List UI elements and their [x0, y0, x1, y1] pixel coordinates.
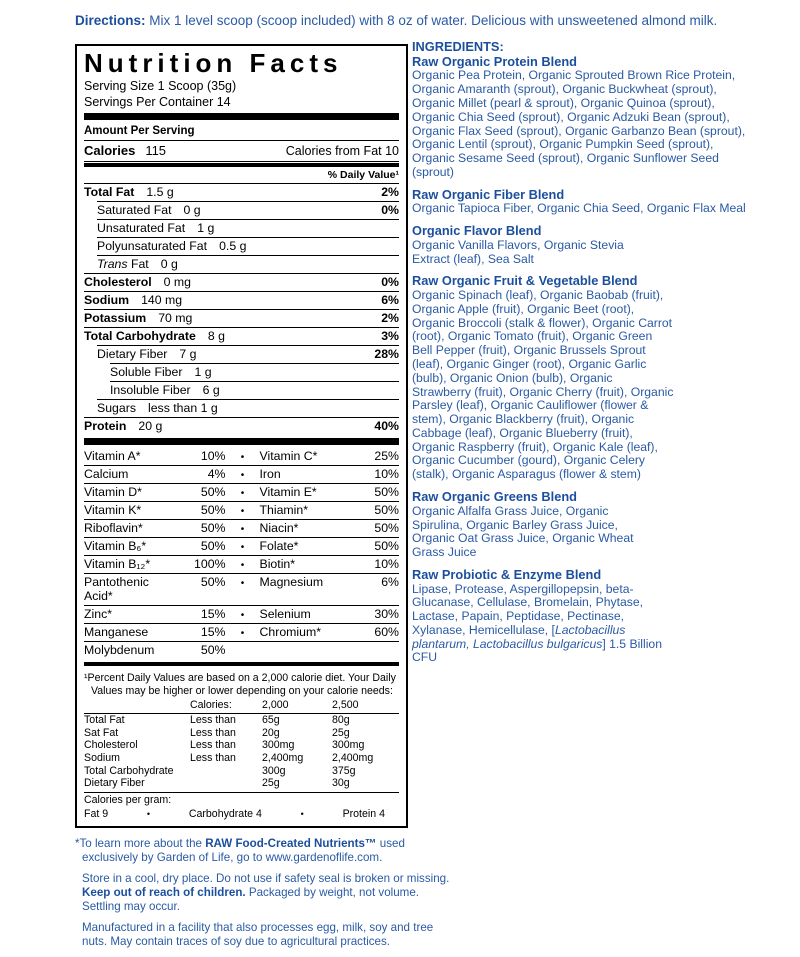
blend-fruit-vegetable: Raw Organic Fruit & Vegetable Blend Organic Spinach (leaf), Organic Baobab (fruit), Organic Apple (fruit), Organic Beet (root), Organic Broccoli (stalk & flower), Organic Carrot (root), Organic Tomato (fruit), Organic Green Bell Pepper (fruit), Organic Brussels Sprout (leaf), Organic Ginger (root), Organic Garlic (bulb), Organic Onion (bulb), Organic Strawberry (fruit), Organic Cherry (fruit), Organic Parsley (leaf), Organic Cauliflower (flower & stem), Organic Blackberry (fruit), Organic Cabbage (leaf), Organic Blueberry (fruit), Organic Raspberry (fruit), Organic Kale (leaf), Organic Cucumber (gourd), Organic Celery (stalk), Organic Asparagus (flower & stem) — [412, 273, 674, 482]
thick-divider — [84, 438, 399, 445]
nutrient-row-insoluble-fiber: Insoluble Fiber 6 g — [110, 381, 399, 399]
vitamin-row: Manganese 15% • Chromium* 60% — [84, 623, 399, 641]
vitamin-row: Vitamin B₁₂* 100% • Biotin* 10% — [84, 555, 399, 573]
calories-row — [84, 141, 399, 162]
calories-value: 115 — [145, 142, 167, 158]
bullet-separator: • — [240, 610, 245, 622]
blend-probiotic-enzyme: Raw Probiotic & Enzyme Blend Lipase, Protease, Aspergillopepsin, beta-Glucanase, Cellulase, Bromelain, Phytase, Lactase, Papain, Peptidase, Pectinase, Xylanase, Hemicellulase, [Lactobacillus plantarum, Lactobacillus bulgaricus] 1.5 Billion CFU — [412, 566, 662, 665]
thick-divider — [84, 113, 399, 120]
cpg-carbohydrate: Carbohydrate 4 — [188, 807, 262, 820]
blend-protein: Raw Organic Protein Blend Organic Pea Protein, Organic Sprouted Brown Rice Protein, Organic Amaranth (sprout), Organic Buckwheat (sprout), Organic Millet (pearl & sprout), Organic Quinoa (sprout), Organic Chia Seed (sprout), Organic Adzuki Bean (sprout), Organic Flax Seed (sprout), Organic Garbanzo Bean (sprout), Organic Lentil (sprout), Organic Pumpkin Seed (sprout), Organic Sesame Seed (sprout), Organic Sunflower Seed (sprout) — [412, 53, 746, 179]
servings-per-container: Servings Per Container 14 — [84, 94, 231, 109]
nutrient-row-sugars: Sugars less than 1 g — [97, 399, 399, 417]
ingredients-title: INGREDIENTS: — [412, 39, 504, 54]
vitamin-row-molybdenum: Molybdenum 50% — [84, 641, 399, 659]
directions-text: Mix 1 level scoop (scoop included) with 8 oz of water. Delicious with unsweetened almond milk. — [145, 13, 718, 28]
dv-table-row: Dietary Fiber 25g 30g — [84, 777, 350, 790]
nutrient-row-polyunsaturated-fat: Polyunsaturated Fat 0.5 g — [97, 237, 399, 255]
bullet-separator: • — [240, 452, 245, 464]
vitamin-row: Calcium 4% • Iron 10% — [84, 465, 399, 483]
calories-per-gram-values — [84, 807, 399, 822]
bullet-separator: • — [240, 578, 245, 590]
storage-note: Store in a cool, dry place. Do not use if safety seal is broken or missing. Keep out of reach of children. Packaged by weight, not volume. Settling may occur. — [82, 871, 450, 914]
vitamin-row: Pantothenic Acid* 50% • Magnesium 6% — [84, 573, 399, 605]
bullet-separator: • — [240, 628, 245, 640]
bullet-separator: • — [146, 808, 151, 819]
vitamin-row: Vitamin A* 10% • Vitamin C* 25% — [84, 449, 399, 464]
nutrient-row-total-carbohydrate: Total Carbohydrate 8 g 3% — [84, 327, 399, 345]
dv-table-row: Sat Fat Less than 20g 25g — [84, 726, 350, 739]
vitamin-row: Riboflavin* 50% • Niacin* 50% — [84, 519, 399, 537]
nutrition-facts-panel — [75, 44, 408, 828]
bullet-separator: • — [240, 506, 245, 518]
footnotes — [75, 837, 453, 950]
directions-line — [75, 13, 765, 29]
daily-values-footnote: ¹Percent Daily Values are based on a 2,000 calorie diet. Your Daily Values may be higher or lower depending on your calorie needs: — [84, 671, 396, 697]
amount-per-serving: Amount Per Serving — [84, 123, 399, 141]
nutrient-row-soluble-fiber: Soluble Fiber 1 g — [110, 363, 399, 381]
vitamin-row: Vitamin D* 50% • Vitamin E* 50% — [84, 483, 399, 501]
bullet-separator: • — [240, 524, 245, 536]
blend-fiber: Raw Organic Fiber Blend Organic Tapioca Fiber, Organic Chia Seed, Organic Flax Meal — [412, 186, 746, 216]
nutrient-row-sodium: Sodium 140 mg 6% — [84, 291, 399, 309]
vitamin-row: Vitamin K* 50% • Thiamin* 50% — [84, 501, 399, 519]
dv-table-header: Calories: 2,000 2,500 — [84, 699, 399, 714]
left-column — [75, 44, 450, 957]
bullet-separator: • — [240, 542, 245, 554]
dv-table-row: Total Carbohydrate 300g 375g — [84, 764, 356, 777]
nutrient-row-dietary-fiber: Dietary Fiber 7 g 28% — [97, 345, 399, 363]
serving-size: Serving Size 1 Scoop (35g) — [84, 79, 237, 94]
ingredients-column — [412, 40, 750, 673]
nutrient-row-unsaturated-fat: Unsaturated Fat 1 g — [97, 219, 399, 237]
bullet-separator: • — [240, 470, 245, 482]
allergen-note: Manufactured in a facility that also processes egg, milk, soy and tree nuts. May contain traces of soy due to agricultural practices. — [82, 921, 434, 949]
calories-per-gram-label: Calories per gram: — [84, 792, 399, 807]
bullet-separator: • — [240, 488, 245, 500]
bullet-separator: • — [240, 560, 245, 572]
nutrient-row-protein: Protein 20 g 40% — [84, 417, 399, 435]
calories-label: Calories — [84, 142, 136, 158]
footnote-section — [84, 669, 399, 822]
vitamin-row: Zinc* 15% • Selenium 30% — [84, 605, 399, 623]
cpg-protein: Protein 4 — [342, 807, 385, 820]
blend-flavor: Organic Flavor Blend Organic Vanilla Flavors, Organic Stevia Extract (leaf), Sea Salt — [412, 223, 624, 266]
nutrient-row-cholesterol: Cholesterol 0 mg 0% — [84, 273, 399, 291]
nutrition-facts-title: Nutrition Facts — [84, 48, 343, 78]
nutrient-row-total-fat: Total Fat 1.5 g 2% — [84, 183, 399, 201]
vitamin-row: Vitamin B₆* 50% • Folate* 50% — [84, 537, 399, 555]
medium-divider — [84, 662, 399, 666]
nutrient-row-potassium: Potassium 70 mg 2% — [84, 309, 399, 327]
cpg-fat: Fat 9 — [84, 807, 109, 820]
directions-label: Directions: — [75, 13, 146, 28]
bullet-separator: • — [300, 808, 304, 819]
calories-from-fat: Calories from Fat 10 — [285, 143, 399, 158]
nutrient-row-saturated-fat: Saturated Fat 0 g 0% — [97, 201, 399, 219]
dv-table-row: Cholesterol Less than 300mg 300mg — [84, 739, 365, 752]
dv-table-row: Sodium Less than 2,400mg 2,400mg — [84, 752, 374, 765]
blend-greens: Raw Organic Greens Blend Organic Alfalfa Grass Juice, Organic Spirulina, Organic Barley Grass Juice, Organic Oat Grass Juice, Organic Wheat Grass Juice — [412, 489, 634, 560]
raw-nutrients-note: *To learn more about the RAW Food-Created Nutrients™ used exclusively by Garden of Life, go to www.gardenoflife.com. — [75, 836, 405, 864]
daily-value-header: % Daily Value¹ — [327, 168, 399, 181]
nutrient-row-trans-fat: Trans Fat 0 g — [97, 255, 399, 273]
dv-table-row: Total Fat Less than 65g 80g — [84, 713, 350, 726]
